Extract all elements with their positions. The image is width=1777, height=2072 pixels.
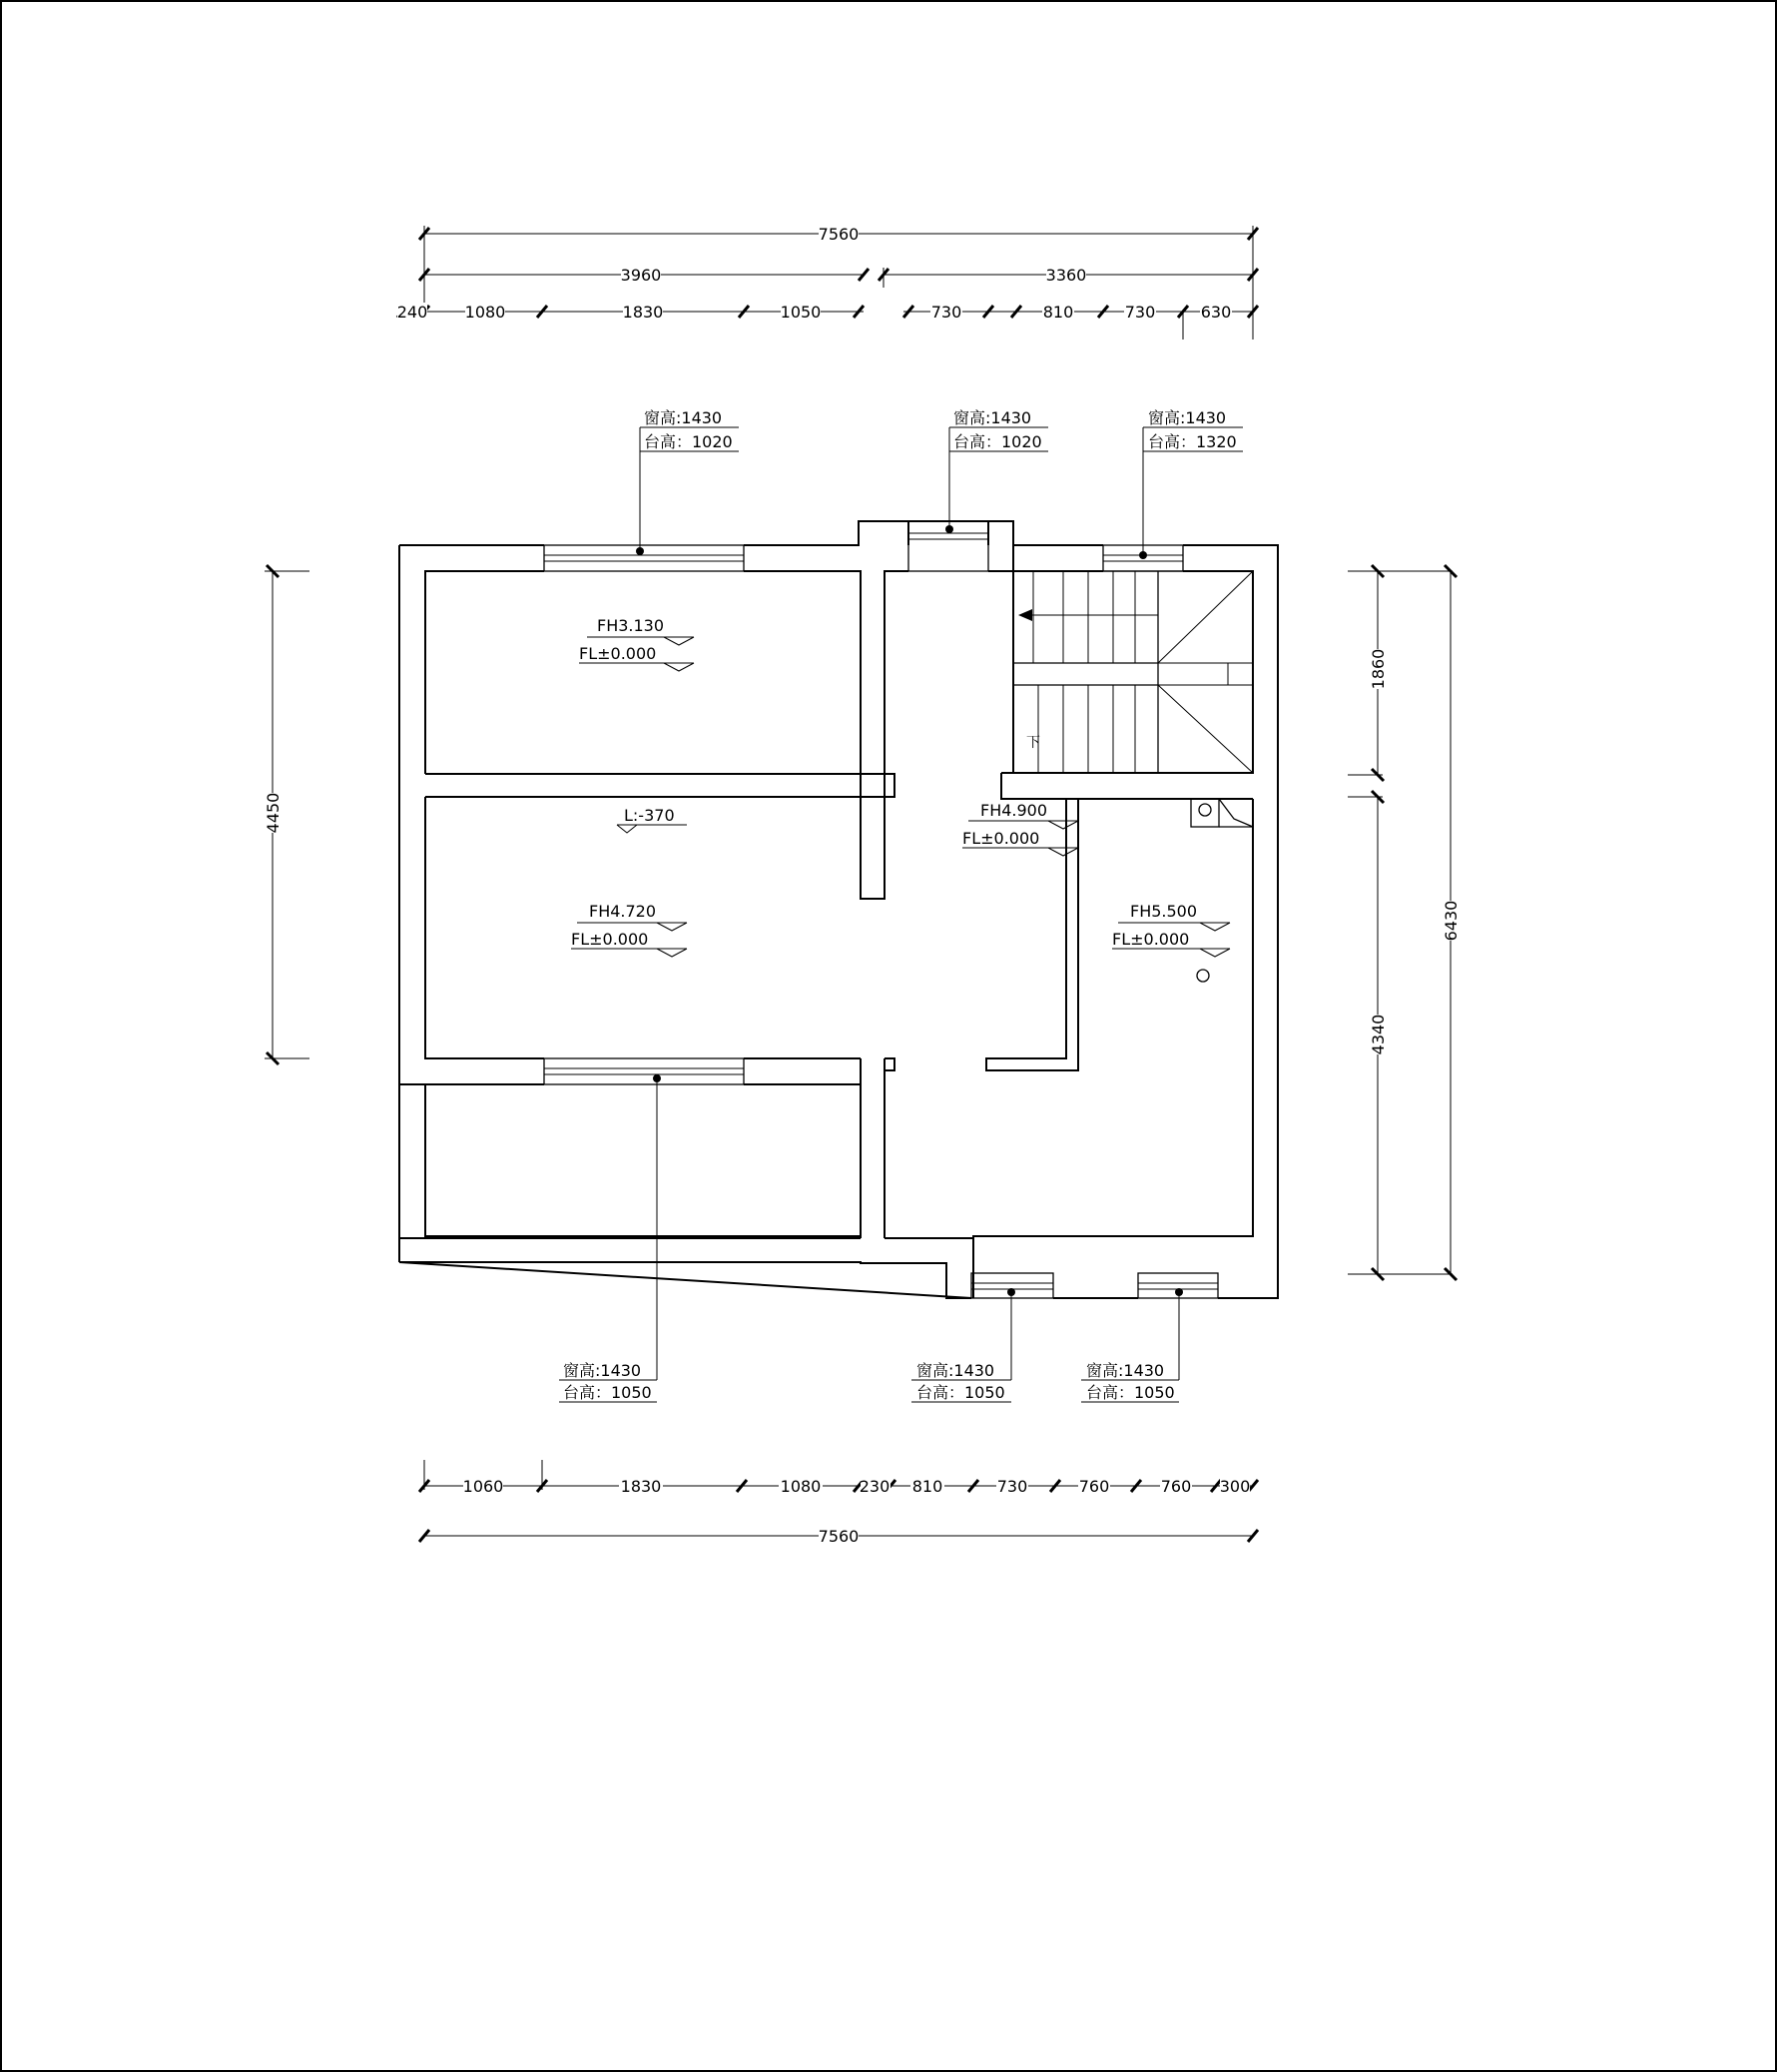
- level-hall-fh: FH4.900: [980, 801, 1048, 820]
- stair-direction-label: 下: [1026, 735, 1040, 751]
- window-top-3-sill: 台高：1320: [1148, 432, 1237, 451]
- window-bottom-2-sill: 台高：1050: [916, 1383, 1005, 1402]
- window-top-2-sill: 台高：1020: [953, 432, 1042, 451]
- dim-top-right-group: 3360: [1045, 266, 1087, 285]
- window-bottom-3-sill: 台高：1050: [1086, 1383, 1175, 1402]
- level-mid-fh: FH4.720: [589, 902, 657, 921]
- level-mid-fl: FL±0.000: [571, 930, 649, 949]
- window-bottom-2-height: 窗高:1430: [916, 1361, 995, 1380]
- window-top-3-height: 窗高:1430: [1148, 408, 1227, 427]
- window-top-1-sill: 台高：1020: [644, 432, 733, 451]
- drawing-frame: [1, 1, 1776, 2071]
- dim-bottom-seg-6: 730: [996, 1477, 1028, 1496]
- window-top-2-height: 窗高:1430: [953, 408, 1032, 427]
- dim-bottom-total: 7560: [818, 1527, 860, 1546]
- dim-right-upper: 1860: [1369, 648, 1388, 690]
- level-mid-l: L:-370: [624, 806, 675, 825]
- dim-left-height: 4450: [264, 792, 283, 834]
- dim-top-seg-4: 1050: [780, 303, 822, 322]
- dim-bottom-seg-8: 760: [1160, 1477, 1192, 1496]
- window-bottom-1-height: 窗高:1430: [563, 1361, 642, 1380]
- dim-right-lower: 4340: [1369, 1014, 1388, 1055]
- dim-top-seg-3: 1830: [622, 303, 664, 322]
- dim-top-left-group: 3960: [620, 266, 662, 285]
- dim-top-seg-5: 730: [930, 303, 962, 322]
- dim-top-seg-6: 810: [1042, 303, 1074, 322]
- dim-right-total: 6430: [1442, 900, 1461, 942]
- dim-bottom-seg-1: 1060: [462, 1477, 504, 1496]
- dim-top-seg-2: 1080: [464, 303, 506, 322]
- dim-bottom-seg-7: 760: [1078, 1477, 1110, 1496]
- level-right-fl: FL±0.000: [1112, 930, 1190, 949]
- window-bottom-3-height: 窗高:1430: [1086, 1361, 1165, 1380]
- window-top-1-height: 窗高:1430: [644, 408, 723, 427]
- level-hall-fl: FL±0.000: [962, 829, 1040, 848]
- level-right-fh: FH5.500: [1130, 902, 1198, 921]
- level-top-fh: FH3.130: [597, 616, 665, 635]
- dim-bottom-seg-9: 300: [1219, 1477, 1251, 1496]
- dim-top-seg-7: 730: [1124, 303, 1156, 322]
- dim-top-seg-8: 630: [1200, 303, 1232, 322]
- dim-bottom-seg-5: 810: [911, 1477, 943, 1496]
- window-bottom-1-sill: 台高：1050: [563, 1383, 652, 1402]
- dim-bottom-seg-4: 230: [859, 1477, 890, 1496]
- dim-bottom-seg-3: 1080: [780, 1477, 822, 1496]
- dim-top-seg-1: 240: [396, 303, 428, 322]
- dim-bottom-seg-2: 1830: [620, 1477, 662, 1496]
- dim-top-total: 7560: [818, 225, 860, 244]
- level-top-fl: FL±0.000: [579, 644, 657, 663]
